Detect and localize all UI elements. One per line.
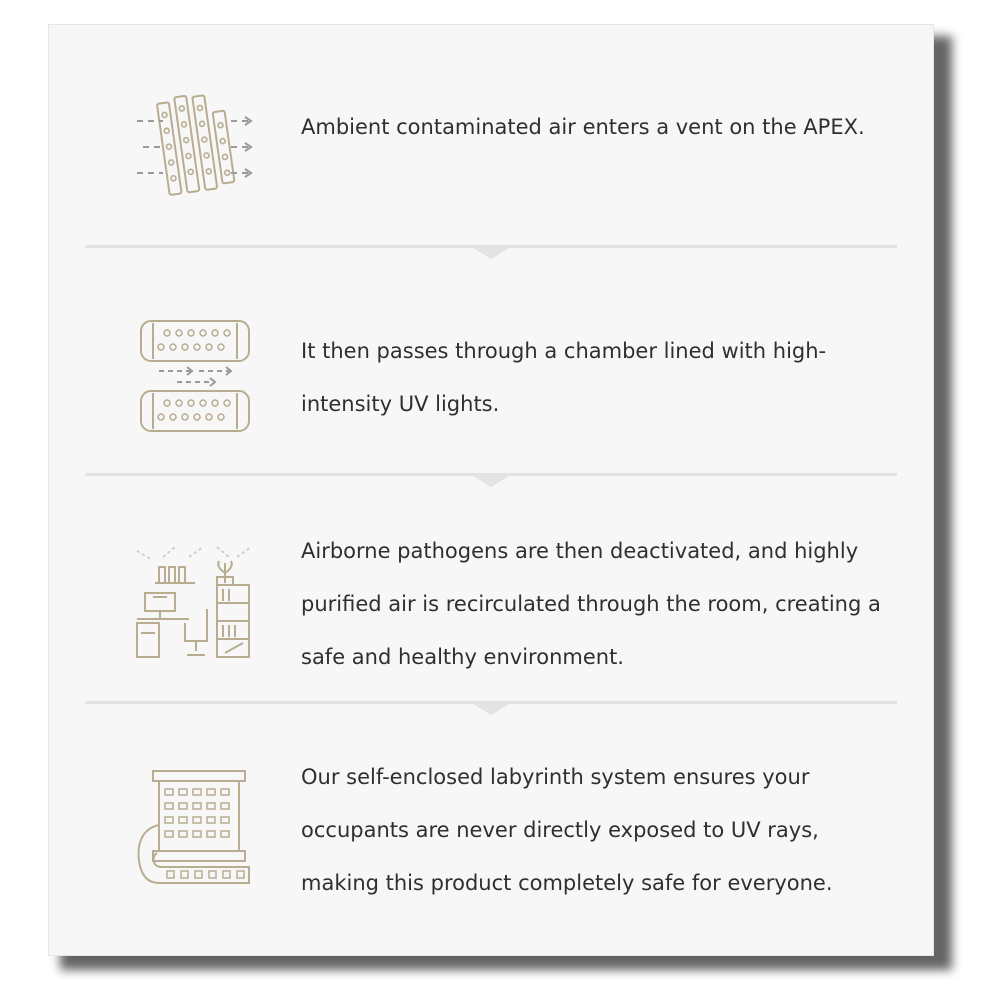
divider-notch-3 bbox=[473, 704, 509, 715]
divider-notch-2 bbox=[473, 476, 509, 487]
step-3-text: Airborne pathogens are then deactivated, and highly purified air is recirculated through the room, creating a safe and healthy environment. bbox=[301, 539, 881, 669]
uv-chamber-icon bbox=[133, 315, 257, 435]
step-4-text: Our self-enclosed labyrinth system ensures your occupants are never directly exposed to UV rays, making this product completely safe for everyone. bbox=[301, 765, 833, 895]
step-2-text: It then passes through a chamber lined with high-intensity UV lights. bbox=[301, 339, 827, 416]
divider-notch-1 bbox=[473, 248, 509, 259]
labyrinth-system-icon bbox=[133, 767, 257, 887]
purified-room-icon bbox=[133, 539, 257, 659]
airflow-filter-icon bbox=[133, 85, 257, 205]
process-card bbox=[48, 24, 934, 956]
step-1-text: Ambient contaminated air enters a vent on the APEX. bbox=[301, 115, 865, 139]
